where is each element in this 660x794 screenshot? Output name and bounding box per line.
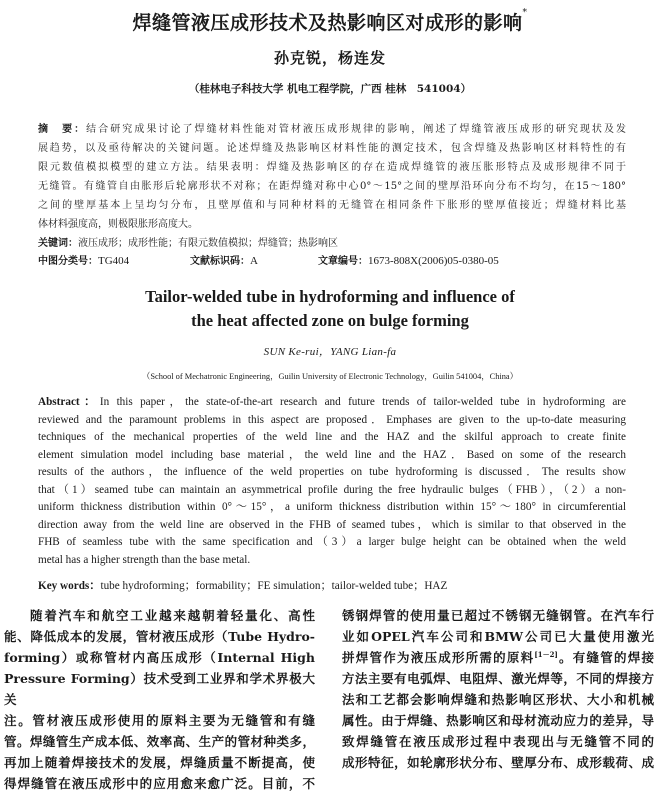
body-right-column [342,605,654,773]
cn-authors: 孙克锐，杨连发 [273,49,386,67]
en-abstract-label: Abstract： [38,396,100,408]
cn-keywords [38,234,338,249]
cn-abstract-label: 摘 要： [38,124,87,135]
en-abstract-line-6: that（1）seamed tube can maintain an asymmetrical profile during the free hydraulic bulges（FHB），（2）a non- [38,483,626,496]
en-abstract-line-9: FHB of seamless tube with the same specification and（3）a larger bulge height can be obtained when the weld [38,536,626,548]
en-affiliation: （School of Mechatronic Engineering，Guilin University of Electronic Technology，Guilin 541004，China） [141,372,519,381]
cn-title [0,8,660,35]
en-abstract-line-4: element simulation model including base material，the weld line and the HAZ．Based on some of the research [38,448,626,461]
en-authors: SUN Ke-rui，YANG Lian-fa [263,346,397,358]
body-left-line: 管。焊缝管生产成本低、效率高、生产的管材种类多， [4,734,315,749]
body-left-line: 得焊缝管在液压成形中的应用愈来愈广泛。目前，不 [4,776,315,791]
body-left-column [4,605,315,794]
en-keywords-text: tube hydroforming；formability；FE simulation；tailor-welded tube；HAZ [100,580,448,592]
cn-abstract-line-3: 限元数值模拟模型的建立方法。结果表明：焊缝及热影响区的存在造成焊缝管的液压胀形特点及成形规律不同于 [38,162,626,173]
clc-number: 中图分类号：TG404 [38,255,130,267]
body-right-line: 法和工艺都会影响焊缝和热影响区形状、大小和机械 [342,692,654,707]
cn-keywords-text: 液压成形；成形性能；有限元数值模拟；焊缝管；热影响区 [78,238,338,249]
doc-code: 文献标识码：A [190,255,258,267]
en-abstract-line-1: Abstract：In this paper，the state-of-the-art research and future trends of tailor-welded tube in hydroforming are [38,396,626,408]
cn-abstract-line-2: 展趋势，以及亟待解决的关键问题。论述焊缝及热影响区材料性能的测定技术，包含焊缝及热影响区材料特性的有 [38,143,626,154]
citation-ref: [1－2] [534,650,558,659]
body-right-line: 成形特征，如轮廓形状分布、壁厚分布、成形载荷、成 [342,755,654,770]
cn-keywords-label: 关键词： [38,238,78,249]
cn-abstract-line-4: 无缝管。有缝管自由胀形后轮廓形状不对称；在距焊缝对称中心0°～15°之间的壁厚沿环向分布不均匀，在15～180° [38,181,626,192]
article-number: 文章编号：1673-808X(2006)05-0380-05 [318,255,499,267]
en-keywords-label: Key words： [38,580,101,592]
body-left-line: forming）或称管材内高压成形（Internal High [4,650,315,665]
cn-abstract-line-1: 摘 要：结合研究成果讨论了焊缝材料性能对管材液压成形规律的影响，阐述了焊缝管液压成形的研究现状及发 [38,124,627,135]
en-abstract-line-5: results of the authors，the influence of the weld properties on tube hydroforming is discussed．The results show [38,466,626,478]
body-right-line: 致焊缝管在液压成形过程中表现出与无缝管不同的 [342,734,654,749]
cn-title-text: 焊缝管液压成形技术及热影响区对成形的影响 [132,12,523,34]
en-abstract-line-8: direction away from the weld line are observed in the FHB of seamed tubes，which is similar to that observed in the [38,518,626,531]
body-right-line: 锈钢焊管的使用量已超过不锈钢无缝钢管。在汽车行 [342,608,654,623]
body-left-line: Pressure Forming）技术受到工业界和学术界极大关 [4,671,315,707]
body-left-line: 随着汽车和航空工业越来越朝着轻量化、高性 [30,608,315,623]
body-right-line: 属性。由于焊缝、热影响区和母材流动应力的差异，导 [342,713,654,728]
cn-affiliation: （桂林电子科技大学 机电工程学院，广西 桂林 541004） [188,83,472,95]
en-abstract-line-7: uniform thickness distribution within 0°～15°，a uniform thickness distribution within 15°～180° in circumferential [38,501,626,513]
body-left-line: 能、降低成本的发展，管材液压成形（Tube Hydro- [4,629,315,644]
en-keywords [38,577,447,593]
en-title-line-1: Tailor-welded tube in hydroforming and influence of [145,287,515,306]
cn-abstract-line-5: 之间的壁厚基本上呈均匀分布，且壁厚值和与同种材料的无缝管在相同条件下胀形的壁厚值接近；焊缝材料比基 [38,200,626,211]
en-abstract-line-2: reviewed and the paramount problems in this aspect are proposed．Emphases are given to the up-to-date measuring [38,413,626,426]
en-abstract-line-10: metal has a higher strength than the base metal. [38,553,251,566]
cn-abstract [38,120,626,234]
title-footnote-mark: * [522,8,528,18]
body-right-line: 方法主要有电弧焊、电阻焊、激光焊等，不同的焊接方 [342,671,654,686]
en-title-line-2: the heat affected zone on bulge forming [191,311,469,330]
body-right-line: 拼焊管作为液压成形所需的原料[1－2]。有缝管的焊接 [342,650,654,665]
en-abstract-line-3: techniques of the mechanical properties of the weld line and the HAZ and the skilful approach to create finite [38,431,626,443]
body-left-line: 注。管材液压成形使用的原料主要为无缝管和有缝 [4,713,315,728]
en-abstract [38,394,626,569]
body-right-line: 业如OPEL汽车公司和BMW公司已大量使用激光 [342,629,654,644]
body-left-line: 再加上随着焊接技术的发展，焊缝质量不断提高，使 [4,755,315,770]
cn-abstract-line-6: 体材料强度高，则极限胀形高度大。 [38,219,198,230]
